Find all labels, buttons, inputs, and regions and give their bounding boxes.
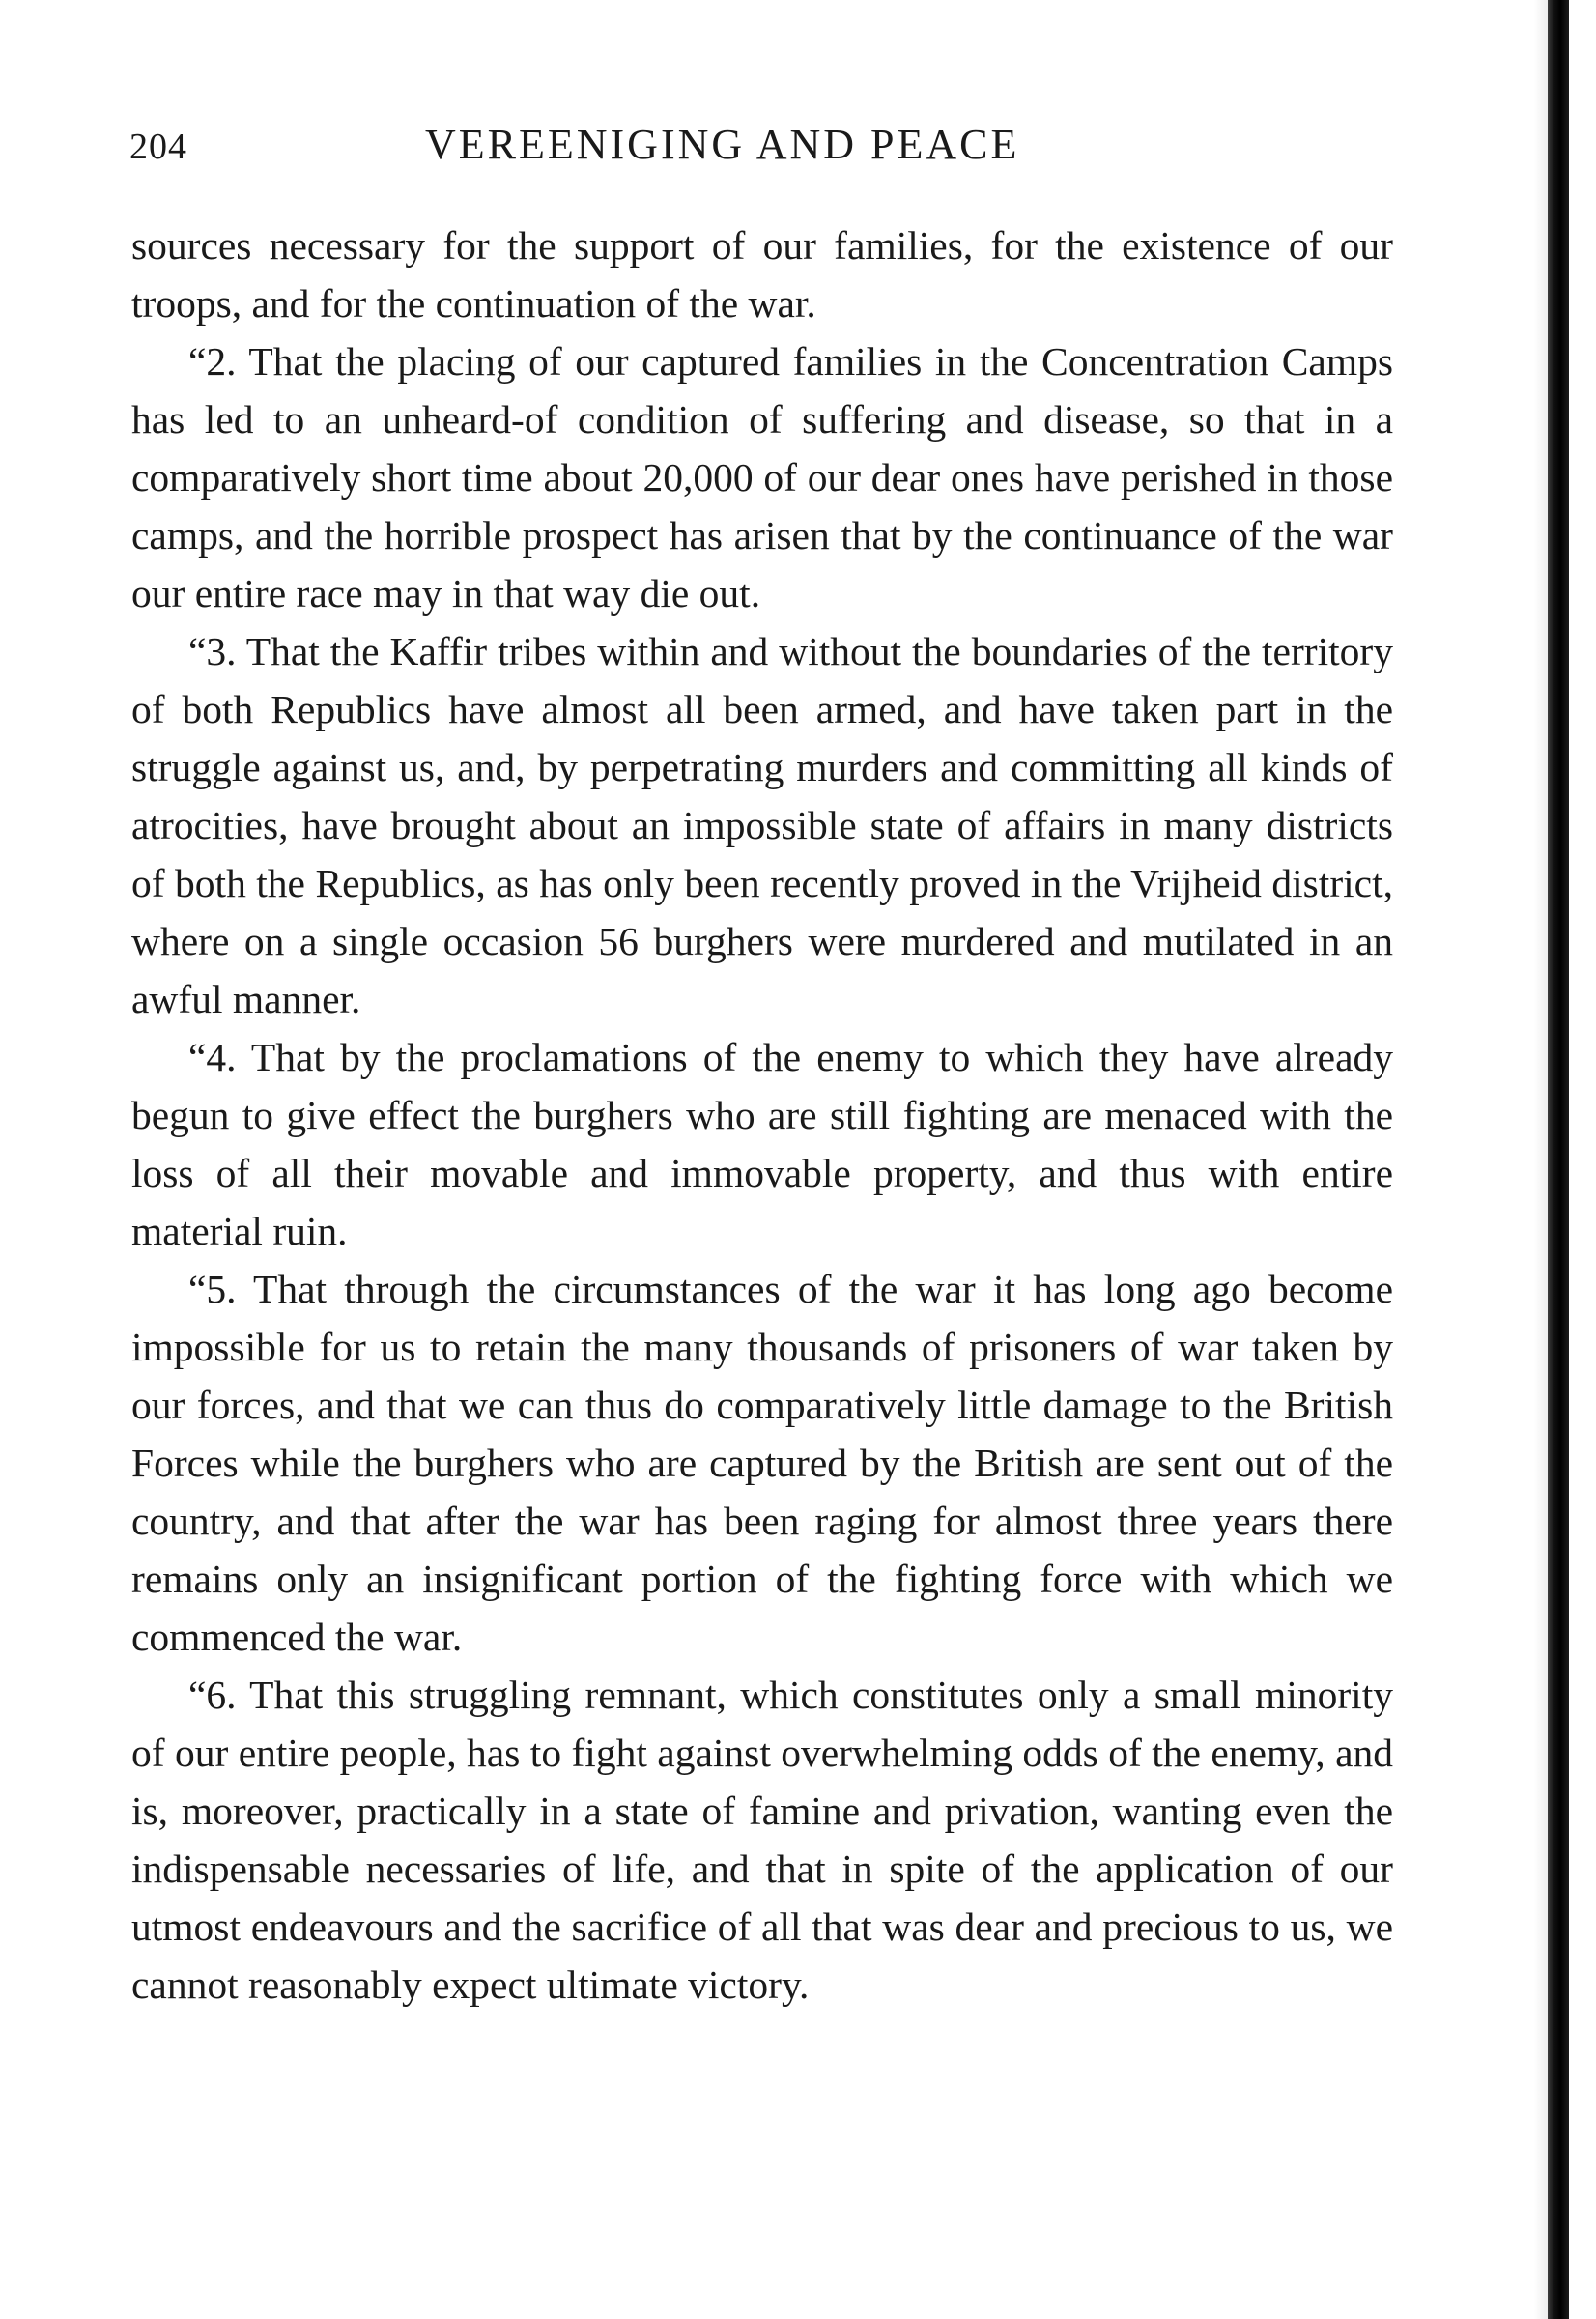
paragraph-point-3: “3. That the Kaffir tribes within and without the boundaries of the territory of both Republics have almost all been armed, and have taken part in the struggle against us, and, by perpetrating murders and committing all kinds of atrocities, have brought about an impossible state of affairs in many districts of both the Republics, as has only been recently proved in the Vrijheid district, where on a single occasion 56 burghers were murdered and mutilated in an awful manner.: [131, 629, 1393, 1021]
paragraph-point-5: “5. That through the circumstances of the war it has long ago become impossible for us to retain the many thousands of prisoners of war taken by our forces, and that we can thus do comparatively little damage to the British Forces while the burghers who are captured by the British are sent out of the country, and that after the war has been raging for almost three years there remains only an insignificant portion of the fighting force with which we commenced the war.: [131, 1267, 1393, 1659]
paragraph-point-6: “6. That this struggling remnant, which constitutes only a small minority of our entire people, has to fight against overwhelming odds of the enemy, and is, moreover, practically in a state of famine and privation, wanting even the indispensable necessaries of life, and that in spite of the application of our utmost endeavours and the sacrifice of all that was dear and precious to us, we cannot reasonably expect ultimate victory.: [131, 1673, 1393, 2007]
paragraph-point-4: “4. That by the proclamations of the enemy to which they have already begun to give effect the burghers who are still fighting are menaced with the loss of all their movable and immovable property, and thus with entire material ruin.: [131, 1035, 1393, 1253]
page-header: [129, 120, 1395, 178]
running-title: VEREENIGING AND PEACE: [425, 121, 1020, 168]
paragraph-point-2: “2. That the placing of our captured families in the Concentration Camps has led to an unheard-of condition of suffering and disease, so that in a comparatively short time about 20,000 of our dear ones have perished in those camps, and the horrible prospect has arisen that by the continuance of the war our entire race may in that way die out.: [131, 339, 1393, 616]
page-number: 204: [129, 127, 187, 167]
body-text: [131, 216, 1393, 2014]
paragraph-continuation: sources necessary for the support of our families, for the existence of our troops, and for the continuation of the war.: [131, 223, 1393, 326]
page-edge-shadow: [1534, 0, 1548, 2319]
scan-edge-bar: [1548, 0, 1569, 2319]
